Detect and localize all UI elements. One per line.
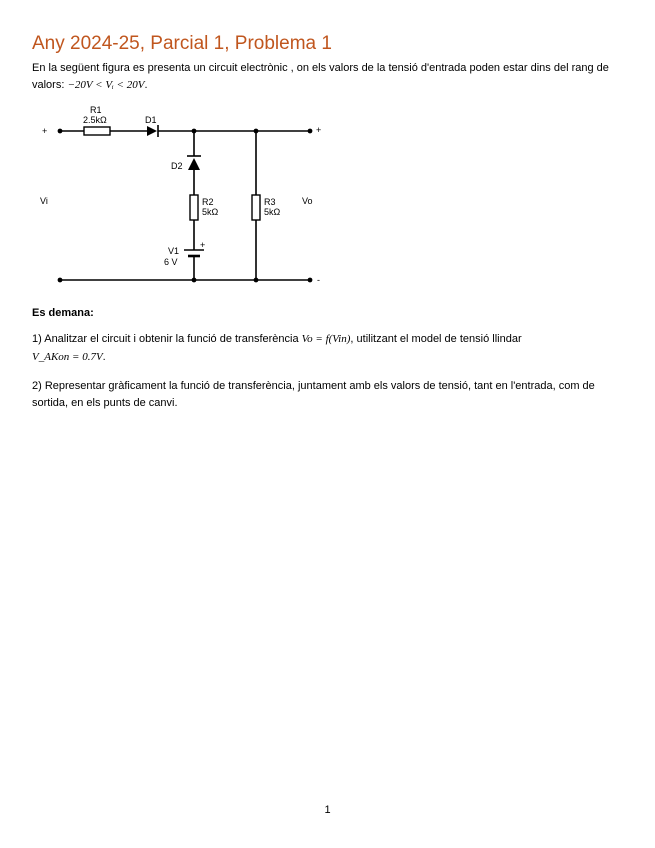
input-range-formula: −20V < Vᵢ < 20V: [67, 79, 145, 91]
input-plus-label: +: [42, 126, 48, 136]
output-minus-terminal: [308, 278, 313, 283]
d2-diode: [187, 156, 201, 170]
output-plus-terminal: [308, 129, 313, 134]
intro-text: En la següent figura es presenta un circuit electrònic , on els valors de la tensió d'entrada poden estar dins del rang de valors:: [32, 62, 609, 91]
r2-label: R2: [202, 197, 214, 207]
d2-label: D2: [171, 161, 183, 171]
r3-label: R3: [264, 197, 276, 207]
page-number: 1: [324, 804, 331, 816]
junction-node: [254, 129, 259, 134]
input-plus-terminal: [58, 129, 63, 134]
r3-value: 5kΩ: [264, 207, 281, 217]
output-plus-label: +: [316, 125, 322, 135]
transfer-function-formula: Vo = f(Vin): [301, 333, 351, 345]
r1-value: 2.5kΩ: [83, 115, 107, 125]
r3-resistor: [252, 195, 260, 220]
r1-resistor: [84, 127, 110, 135]
intro-paragraph: [32, 60, 622, 94]
question-1: [32, 330, 622, 366]
problem-title: Any 2024-25, Parcial 1, Problema 1: [32, 33, 332, 54]
d1-label: D1: [145, 115, 157, 125]
requests-heading: Es demana:: [32, 307, 94, 319]
q1-middle: , utilitzant el model de tensió llindar: [350, 333, 522, 345]
v1-value: 6 V: [164, 257, 178, 267]
v1-label: V1: [168, 246, 180, 256]
junction-node: [192, 278, 197, 283]
output-minus-label: -: [317, 275, 320, 285]
threshold-voltage-formula: V_AKon = 0.7V: [32, 351, 103, 363]
vi-label: Vi: [40, 196, 48, 206]
d1-diode: [147, 125, 158, 137]
r2-resistor: [190, 195, 198, 220]
q1-prefix: 1) Analitzar el circuit i obtenir la funció de transferència: [32, 333, 299, 345]
junction-node: [254, 278, 259, 283]
input-minus-terminal: [58, 278, 63, 283]
r1-label: R1: [90, 105, 102, 115]
v1-plus-label: +: [200, 240, 206, 250]
intro-end: .: [144, 79, 148, 91]
junction-node: [192, 129, 197, 134]
question-2: 2) Representar gràficament la funció de transferència, juntament amb els valors de tensió, tant en l'entrada, com de sortida, en els punts de canvi.: [32, 380, 595, 409]
vo-label: Vo: [302, 196, 313, 206]
circuit-diagram: [32, 100, 332, 290]
q1-end: .: [102, 351, 106, 363]
r2-value: 5kΩ: [202, 207, 219, 217]
